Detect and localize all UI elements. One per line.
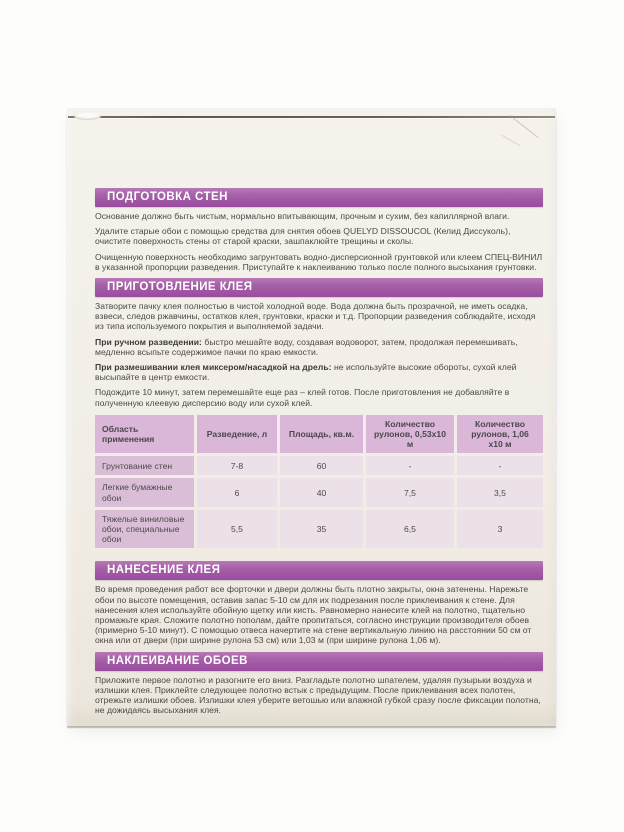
section-title-bar: ПОДГОТОВКА СТЕН (95, 188, 543, 207)
table-cell: Легкие бумажные обои (95, 478, 194, 506)
paragraph: Во время проведения работ все форточки и двери должны быть плотно закрыты, окна затенены. Нарежьте обои по высоте помещения, оставив запас 5-10 см для их подрезания после приклеивания к стене. Для нанесения клея используйте обойную щетку или кисть. Равномерно нанесите клей на полотно, тщательно промажьте края. Сложите полотно пополам, дайте пропитаться, согласно инструкции производителя обоев (примерно 5-10 минут). С помощью отвеса начертите на стене вертикальную линию на расстоянии 50 см от окна или от двери (при ширине рулона 53 см) или 1,03 м (при ширине рулона 1,06 м). (95, 584, 532, 646)
table-cell: - (457, 456, 543, 475)
column-header: Количество рулонов, 0,53х10 м (366, 415, 454, 454)
paragraph: При размешивании клея миксером/насадкой на дрель: не используйте высокие обороты, сухой клей высыпайте в центр емкости. (95, 362, 517, 383)
section-paragraphs (95, 211, 543, 272)
table-cell: - (366, 456, 454, 475)
table-cell: 6 (197, 478, 277, 506)
box-lid-seam (68, 116, 555, 118)
section-title-bar: НАНЕСЕНИЕ КЛЕЯ (95, 561, 543, 580)
product-box (67, 108, 556, 726)
box-thumb-notch (74, 112, 101, 120)
paragraph: Удалите старые обои с помощью средства для снятия обоев QUELYD DISSOUCOL (Келид Диссуколь), очистите поверхность стены от старой краски, зашпаклюйте трещины и сколы. (95, 226, 511, 247)
usage-table (95, 415, 543, 549)
paragraph-lead: При размешивании клея миксером/насадкой на дрель: (95, 362, 332, 373)
section-title-bar: НАКЛЕИВАНИЕ ОБОЕВ (95, 652, 543, 671)
section-glue-preparation (95, 278, 543, 408)
box-corner-crease-small (501, 135, 521, 147)
section-paragraphs (95, 584, 543, 645)
table-cell: Грунтование стен (95, 456, 194, 475)
table-cell: 60 (280, 456, 363, 475)
column-header: Разведение, л (197, 415, 277, 454)
table-cell: 5,5 (197, 510, 277, 549)
column-header: Область применения (95, 415, 194, 454)
paragraph: При ручном разведении: быстро мешайте воду, создавая водоворот, затем, продолжая перемешивать, медленно всыпьте содержимое пачки по краю емкости. (95, 336, 518, 357)
paragraph-lead: При ручном разведении: (95, 336, 202, 347)
column-header: Площадь, кв.м. (280, 415, 363, 454)
paragraph: Приложите первое полотно и разогните его вниз. Разгладьте полотно шпателем, удаляя пузырьки воздуха и излишки клея. Приклейте следующее полотно встык с предыдущим. После приклеивания всех полотен, отрежьте излишки обоев. Излишки клея уберите ветошью или влажной губкой сразу после фиксации полотна, не дожидаясь высыхания клея. (95, 674, 541, 716)
table-cell: 7-8 (197, 456, 277, 475)
table-cell: 40 (280, 478, 363, 506)
box-corner-crease (510, 115, 539, 138)
table-cell: 35 (280, 510, 363, 549)
paragraph: Подождите 10 минут, затем перемешайте еще раз – клей готов. После приготовления не добавляйте в полученную клеевую дисперсию воду или сухой клей. (95, 387, 510, 408)
table-cell: 7,5 (366, 478, 454, 506)
instructions-panel (95, 188, 543, 722)
table-cell: 3 (457, 510, 543, 549)
section-glue-application (95, 561, 543, 645)
table-cell: 3,5 (457, 478, 543, 506)
section-paragraphs (95, 301, 543, 408)
paragraph: Основание должно быть чистым, нормально впитывающим, прочным и сухим, без капиллярной влаги. (95, 211, 510, 221)
paragraph: Затворите пачку клея полностью в чистой холодной воде. Вода должна быть прозрачной, не иметь осадка, взвеси, следов ржавчины, остатков клея, грунтовки, краски и т.д. Пропорции разведения соблюдайте, исходя из типа используемого покрытия и выполняемой задачи. (95, 301, 536, 332)
section-wall-preparation (95, 188, 543, 272)
column-header: Количество рулонов, 1,06 х10 м (457, 415, 543, 454)
section-wallpapering (95, 652, 543, 716)
table-cell: Тяжелые виниловые обои, специальные обои (95, 510, 194, 549)
section-title-bar: ПРИГОТОВЛЕНИЕ КЛЕЯ (95, 278, 543, 297)
paragraph: Очищенную поверхность необходимо загрунтовать водно-дисперсионной грунтовкой или клеем СПЕЦ-ВИНИЛ в указанной пропорции разведения. Приступайте к наклеиванию только после полного высыхания грунтовки. (95, 251, 543, 272)
section-paragraphs (95, 675, 543, 716)
table-cell: 6,5 (366, 510, 454, 549)
